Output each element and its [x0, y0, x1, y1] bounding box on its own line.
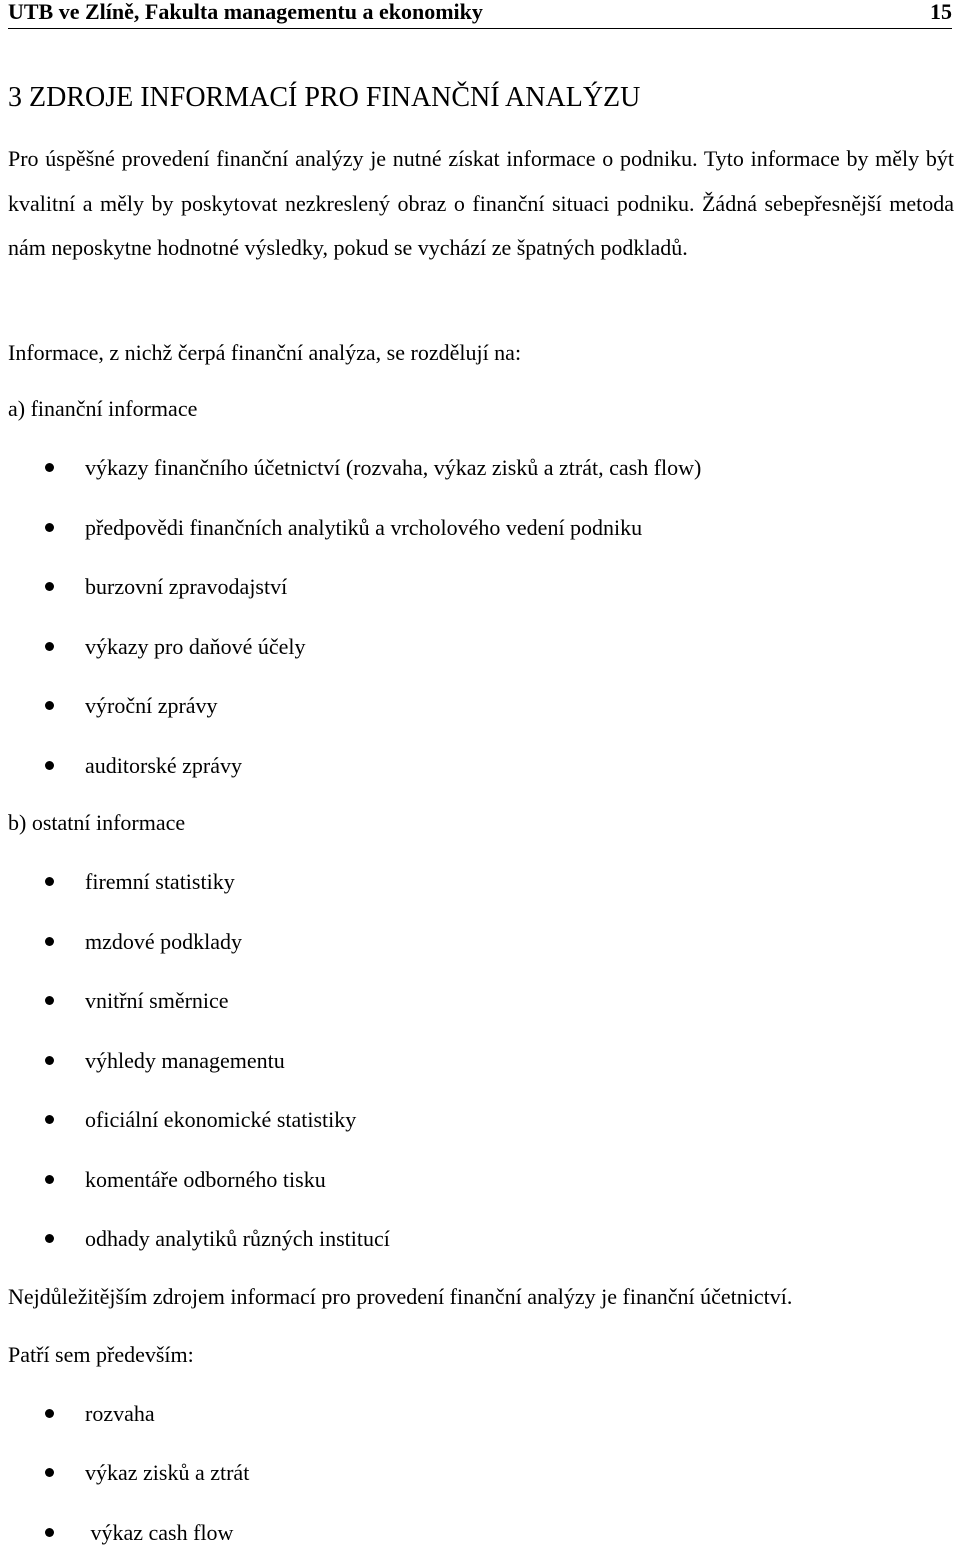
- bullet-icon: [45, 701, 54, 710]
- bullet-icon: [45, 1468, 54, 1477]
- list-item-text: burzovní zpravodajství: [85, 574, 288, 599]
- bullet-icon: [45, 582, 54, 591]
- bullet-icon: [45, 996, 54, 1005]
- bullet-icon: [45, 1528, 54, 1537]
- bullet-icon: [45, 937, 54, 946]
- list-item-text: výkaz zisků a ztrát: [85, 1460, 250, 1485]
- list-item-text: výkazy finančního účetnictví (rozvaha, výkaz zisků a ztrát, cash flow): [85, 455, 702, 480]
- list-item-text: mzdové podklady: [85, 929, 243, 954]
- list-item-text: komentáře odborného tisku: [85, 1167, 326, 1192]
- list-item-text: výhledy managementu: [85, 1048, 285, 1073]
- bullet-icon: [45, 1409, 54, 1418]
- key-source-sentence: Nejdůležitějším zdrojem informací pro provedení finanční analýzy je finanční účetnictví.: [8, 1284, 793, 1309]
- bullet-icon: [45, 463, 54, 472]
- header-page-number: 15: [930, 0, 952, 24]
- intro-paragraph: Pro úspěšné provedení finanční analýzy je nutné získat informace o podniku. Tyto informace by měly být kvalitní a měly by poskytovat nezkreslený obraz o finanční situaci podniku. Žádná sebepřesnější metoda nám neposkytne hodnotné výsledky, pokud se vychází ze špatných podkladů.: [8, 146, 954, 260]
- list-item-text: předpovědi finančních analytiků a vrcholového vedení podniku: [85, 515, 643, 540]
- list-item-text: výkaz cash flow: [85, 1520, 234, 1545]
- bullet-icon: [45, 761, 54, 770]
- group-b-label: b) ostatní informace: [8, 810, 186, 835]
- list-item-text: auditorské zprávy: [85, 753, 242, 778]
- chapter-title: 3 ZDROJE INFORMACÍ PRO FINANČNÍ ANALÝZU: [8, 82, 641, 113]
- list-item-text: výroční zprávy: [85, 693, 218, 718]
- list-item-text: odhady analytiků různých institucí: [85, 1226, 390, 1251]
- bullet-icon: [45, 1234, 54, 1243]
- bullet-icon: [45, 1115, 54, 1124]
- bullet-icon: [45, 877, 54, 886]
- bullet-icon: [45, 523, 54, 532]
- list-item-text: výkazy pro daňové účely: [85, 634, 306, 659]
- division-intro: Informace, z nichž čerpá finanční analýza, se rozdělují na:: [8, 340, 522, 365]
- bullet-icon: [45, 1175, 54, 1184]
- list-item-text: oficiální ekonomické statistiky: [85, 1107, 357, 1132]
- list-item-text: rozvaha: [85, 1401, 155, 1426]
- bullet-icon: [45, 1056, 54, 1065]
- header-institution: UTB ve Zlíně, Fakulta managementu a ekonomiky: [8, 0, 483, 24]
- bullet-icon: [45, 642, 54, 651]
- list-item-text: firemní statistiky: [85, 869, 235, 894]
- includes-intro: Patří sem především:: [8, 1342, 194, 1367]
- running-header: [8, 0, 952, 29]
- list-item-text: vnitřní směrnice: [85, 988, 229, 1013]
- group-a-label: a) finanční informace: [8, 396, 198, 421]
